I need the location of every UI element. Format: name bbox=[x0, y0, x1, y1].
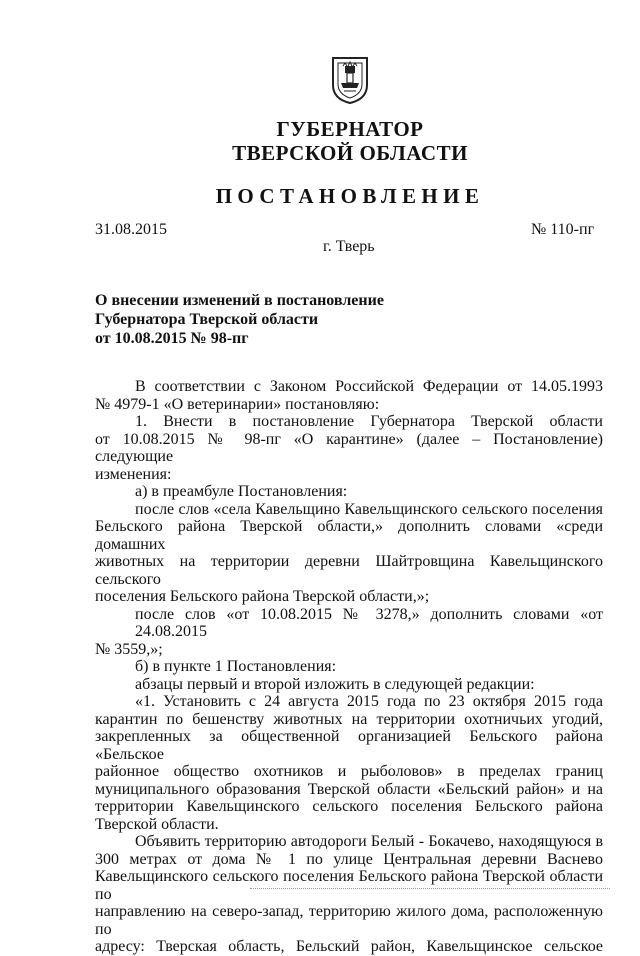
text-line: 300 метрах от дома № 1 по улице Центральная деревни Васнево bbox=[95, 850, 603, 868]
text-line: направлению на северо-запад, территорию жилого дома, расположенную по bbox=[95, 903, 603, 938]
page-edge-divider bbox=[250, 888, 610, 889]
paragraph bbox=[95, 501, 603, 606]
paragraph bbox=[95, 413, 603, 483]
paragraph bbox=[95, 658, 603, 676]
text-line: муниципального образования Тверской области «Бельский район» и на bbox=[95, 780, 603, 798]
subject-line: О внесении изменений в постановление bbox=[95, 292, 384, 309]
text-line: адресу: Тверская область, Бельский район, Кавельщинское сельское bbox=[95, 938, 603, 955]
paragraph bbox=[95, 833, 603, 956]
text-line: В соответствии с Законом Российской Федерации от 14.05.1993 bbox=[135, 378, 603, 395]
text-line: карантин по бешенству животных на территории охотничьих угодий, bbox=[95, 710, 603, 728]
document-body bbox=[95, 378, 603, 956]
subject-line: от 10.08.2015 № 98-пг bbox=[95, 330, 249, 347]
text-line: Тверской области. bbox=[95, 815, 219, 833]
document-type: ПОСТАНОВЛЕНИЕ bbox=[215, 184, 485, 208]
paragraph bbox=[95, 606, 603, 659]
issuer-region: ТВЕРСКОЙ ОБЛАСТИ bbox=[232, 141, 468, 165]
text-line: № 3559,»; bbox=[95, 640, 163, 658]
issuer-title: ГУБЕРНАТОР bbox=[276, 117, 424, 141]
text-line: абзацы первый и второй изложить в следующей редакции: bbox=[135, 675, 535, 693]
text-line: от 10.08.2015 № 98-пг «О карантине» (далее – Постановление) следующие bbox=[95, 430, 603, 465]
text-line: а) в преамбуле Постановления: bbox=[135, 483, 348, 500]
paragraph bbox=[95, 676, 603, 694]
text-line: животных на территории деревни Шайтровщина Кавельщинского сельского bbox=[95, 553, 603, 588]
document-number: № 110-пг bbox=[531, 221, 595, 238]
document-city: г. Тверь bbox=[323, 238, 375, 255]
text-line: после слов «от 10.08.2015 № 3278,» дополнить словами «от 24.08.2015 bbox=[135, 605, 603, 640]
text-line: № 4979-1 «О ветеринарии» постановляю: bbox=[95, 395, 380, 413]
text-line: 1. Внести в постановление Губернатора Тверской области bbox=[135, 413, 603, 430]
subject-line: Губернатора Тверской области bbox=[95, 311, 319, 328]
text-line: территории Кавельщинского сельского поселения Бельского района bbox=[95, 798, 603, 815]
paragraph bbox=[95, 378, 603, 413]
coat-of-arms-icon bbox=[330, 55, 370, 105]
paragraph bbox=[95, 483, 603, 501]
paragraph bbox=[95, 693, 603, 833]
text-line: районное общество охотников и рыболовов» в пределах границ bbox=[95, 763, 603, 780]
document-date: 31.08.2015 bbox=[95, 221, 167, 238]
text-line: закрепленных за общественной организацией Бельского района «Бельское bbox=[95, 728, 603, 763]
text-line: Кавельщинского сельского поселения Бельского района Тверской области по bbox=[95, 868, 603, 903]
text-line: после слов «села Кавельщино Кавельщинского сельского поселения bbox=[135, 500, 603, 518]
text-line: изменения: bbox=[95, 465, 172, 483]
text-line: Объявить территорию автодороги Белый - Бокачево, находящуюся в bbox=[135, 833, 603, 850]
text-line: Бельского района Тверской области,» дополнить словами «среди домашних bbox=[95, 518, 603, 553]
text-line: «1. Установить с 24 августа 2015 года по 23 октября 2015 года bbox=[135, 693, 603, 710]
document-subject bbox=[95, 291, 384, 348]
text-line: поселения Бельского района Тверской области,»; bbox=[95, 588, 430, 605]
text-line: б) в пункте 1 Постановления: bbox=[135, 658, 337, 675]
